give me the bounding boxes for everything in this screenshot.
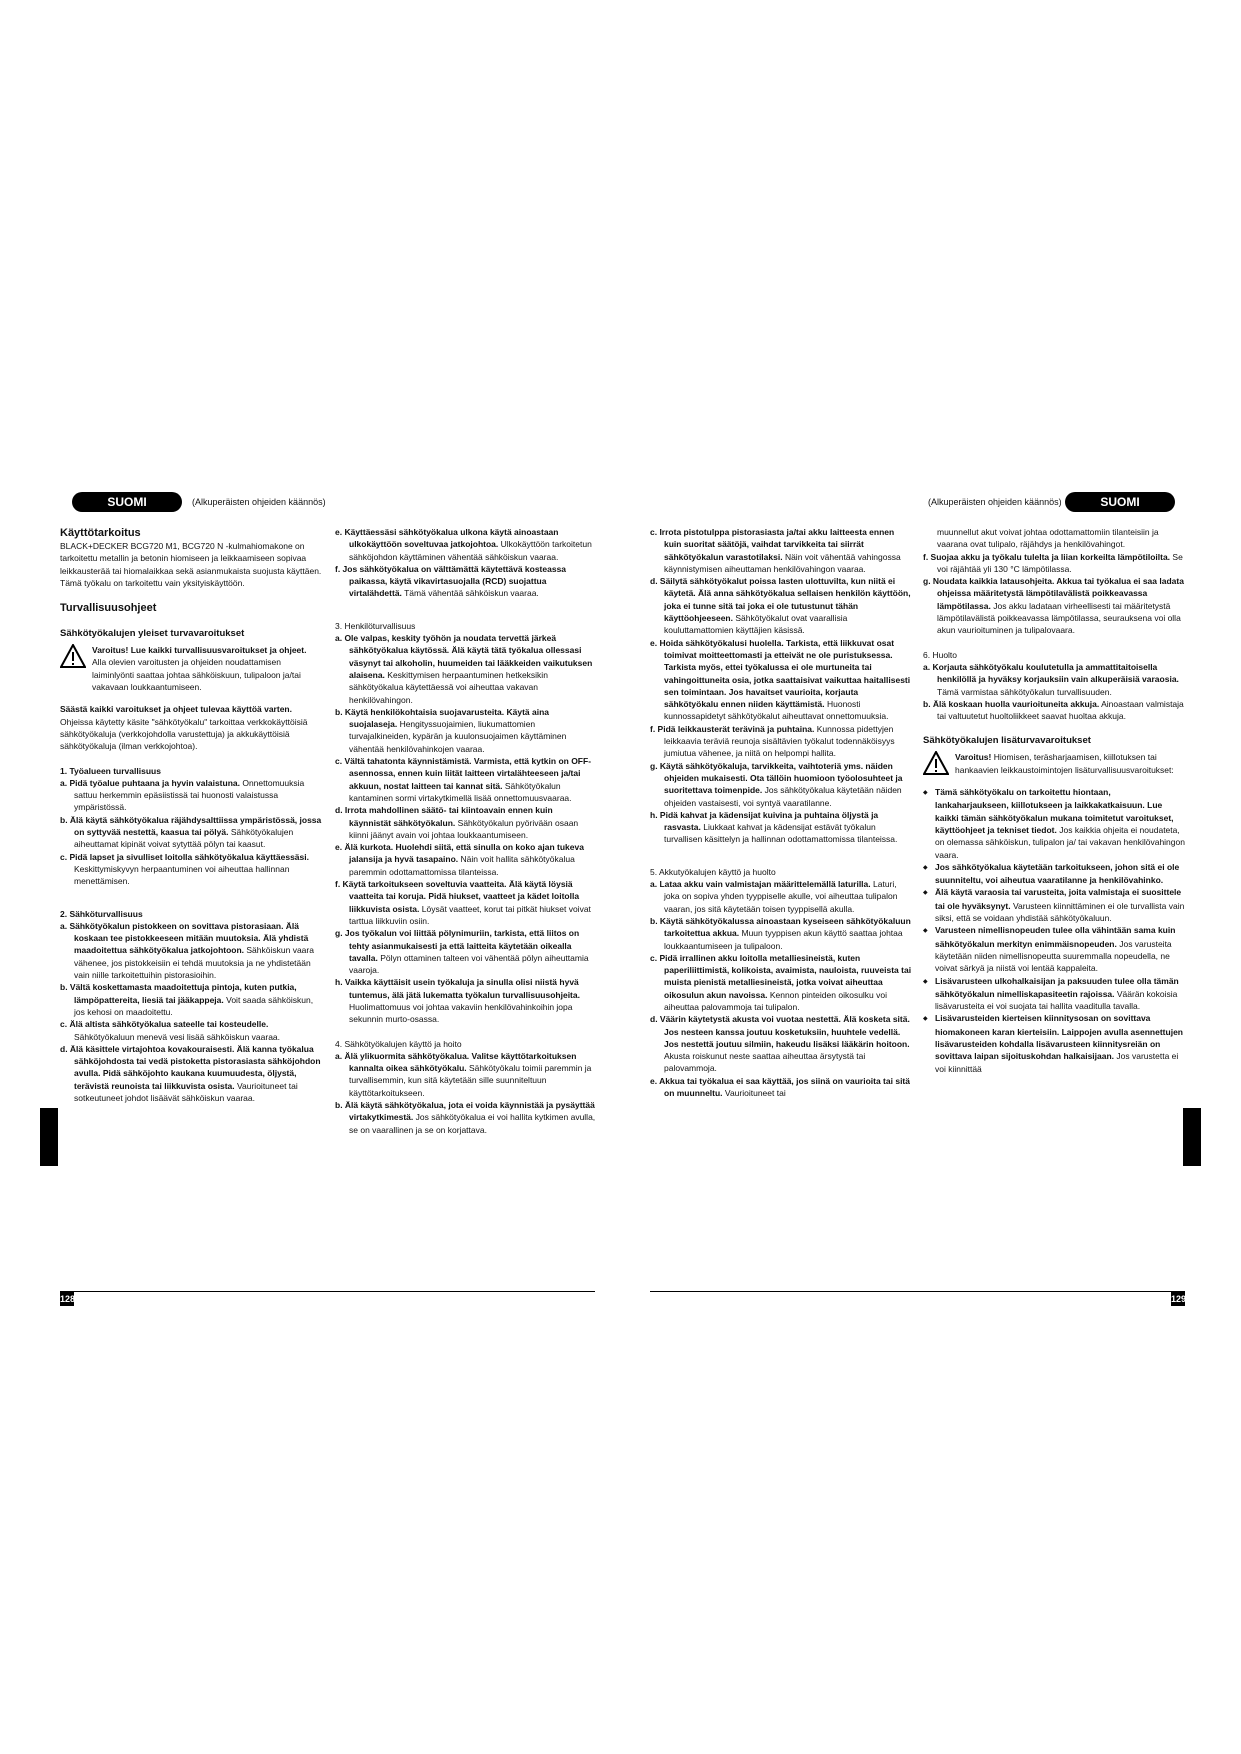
- warning-text: Varoitus! Lue kaikki turvallisuusvaroitukset ja ohjeet. Alla olevien varoitusten ja ohjeiden noudattamisen laiminlyönti saattaa johtaa sähköiskuun, tulipaloon ja/tai vakavaan loukkaantumiseen.: [92, 645, 307, 693]
- list-item: ◆ Jos sähkötyökalua käytetään tarkoitukseen, johon sitä ei ole suunniteltu, voi aiheutua vaaratilanne ja henkilövahinko.: [923, 861, 1185, 887]
- page-number-left: 128: [60, 1294, 76, 1304]
- list-item: g. Käytä sähkötyökaluja, tarvikkeita, vaihtoteriä yms. näiden ohjeiden mukaisesti. Ota tällöin huomioon työolosuhteet ja suoritettava toimenpide. Jos sähkötyökalua käytetään näiden ohjeiden vastaisesti, voi syntyä vaaratilanne.: [650, 760, 903, 808]
- list-item: ◆ Tämä sähkötyökalu on tarkoitettu hiontaan, lankaharjaukseen, kiillotukseen ja laikkakatkaisuun. Lue kaikki tämän sähkötyökalun mukana toimitetut varoitukset, käyttöohjeet ja tekniset tiedot. Jos kaikkia ohjeita ei noudateta, on olemassa sähköiskun, tulipalon ja/ tai vakavan henkilövahingon vaara.: [923, 786, 1185, 861]
- left-column-2: [335, 526, 597, 1136]
- section-work-area: 1. Työalueen turvallisuus: [60, 765, 161, 776]
- list-item: ◆ Lisävarusteen ulkohalkaisijan ja paksuuden tulee olla tämän sähkötyökalun nimelliskapasiteetin rajoissa. Väärän kokoisia lisävarusteita ei voi suojata tai hallita vaaditulla tavalla.: [923, 975, 1185, 1013]
- section-electrical: 2. Sähköturvallisuus: [60, 908, 143, 919]
- list-item: a. Korjauta sähkötyökalu koulutetulla ja ammattitaitoisella henkilöllä ja hyväksy korjauksiin vain alkuperäisiä varaosia. Tämä varmistaa sähkötyökalun turvallisuuden.: [923, 661, 1179, 697]
- list-item: c. Irrota pistotulppa pistorasiasta ja/tai akku laitteesta ennen kuin suoritat säätöjä, vaihdat tarvikkeita tai siirrät sähkötyökalun varastotilaksi. Näin voit vähentää vahingossa käynnistymisen aiheuttaman henkilövahingon vaaraa.: [650, 527, 901, 574]
- list-item: c. Pidä irrallinen akku loitolla metalliesineistä, kuten paperiliittimistä, kolikoista, avaimista, nauloista, ruuveista tai muista pienistä metalliesineistä, jotka voivat aiheuttaa oikosulun akun navoissa. Kennon pinteiden oikosulku voi aiheuttaa palovammoja tai tulipalon.: [650, 952, 912, 1012]
- list-item: d. Älä käsittele virtajohtoa kovakouraisesti. Älä kanna työkalua sähköjohdosta tai vedä pistoketta pistorasiasta sähköjohdon avulla. Pidä sähköjohto kaukana kuumuudesta, öljystä, terävistä reunoista tai liikkuvista osista. Vaurioituneet tai sotkeutuneet johdot lisäävät sähköiskun vaaraa.: [60, 1043, 321, 1103]
- warning-block: [60, 644, 322, 693]
- list-item: ◆ Varusteen nimellisnopeuden tulee olla vähintään sama kuin sähkötyökalun merkityn enimmäisnopeuden. Jos varusteita käytetään niiden nimellisnopeutta suuremmalla nopeudella, ne voivat särkyä ja niistä voi lentää kappaleita.: [923, 924, 1185, 974]
- right-page: [650, 492, 1187, 1304]
- list-item: b. Vältä koskettamasta maadoitettuja pintoja, kuten putkia, lämpöpattereita, liesiä tai jääkappeja. Voit saada sähköiskun, jos kehosi on maadoitettu.: [60, 982, 314, 1017]
- section-title-intended-use: Käyttötarkoitus: [60, 527, 141, 539]
- list-item: a. Älä ylikuormita sähkötyökalua. Valitse käyttötarkoituksen kannalta oikea sähkötyökalu. Sähkötyökalu toimii paremmin ja turvallisemmin, kun sitä käytetään sille suunniteltuun käyttötarkoitukseen.: [335, 1050, 592, 1098]
- warning-block: [923, 751, 1185, 776]
- list-item: g. Jos työkalun voi liittää pölynimuriin, tarkista, että liitos on tehty asianmukaisesti ja että laitteita käytetään oikealla tavalla. Pölyn ottaminen talteen voi vähentää pölyn aiheuttamia vaaroja.: [335, 928, 589, 976]
- warning-text: Varoitus! Hiomisen, teräsharjaamisen, kiillotuksen tai hankaavien leikkaustoimintojen lisäturvallisuusvaroitukset:: [955, 752, 1174, 775]
- list-item: f. Pidä leikkausterät terävinä ja puhtaina. Kunnossa pidettyjen leikkaavia teräviä reunoja sisältävien työkalut todennäköisyys jumiutua vähenee, ja niitä on helpompi hallita.: [650, 723, 895, 759]
- list-item: d. Väärin käytetystä akusta voi vuotaa nestettä. Älä kosketa sitä. Jos nesteen kanssa joutuu kosketuksiin, huuhtele vedellä. Jos nestettä joutuu silmiin, hakeudu lisäksi lääkärin hoitoon. Akusta roiskunut neste saattaa aiheuttaa ärsytystä tai palovammoja.: [650, 1014, 910, 1074]
- thumb-index-tab-right: [1183, 1108, 1201, 1166]
- section-service: 6. Huolto: [923, 649, 958, 660]
- language-tab: SUOMI: [72, 492, 182, 512]
- page-number-right: 129: [1171, 1294, 1187, 1304]
- list-item: b. Älä käytä sähkötyökalua räjähdysalttiissa ympäristössä, jossa on syttyvää nestettä, kaasua tai pölyä. Sähkötyökalujen aiheuttamat kipinät voivat sytyttää pölyn tai kaasut.: [60, 814, 322, 850]
- list-item: f. Suojaa akku ja työkalu tulelta ja liian korkeilta lämpötiloilta. Se voi räjähtää yli 130 °C lämpötilassa.: [923, 551, 1183, 574]
- section-title-safety: Turvallisuusohjeet: [60, 602, 157, 615]
- list-item: a. Pidä työalue puhtaana ja hyvin valaistuna. Onnettomuuksia sattuu herkemmin epäsiistissä tai huonosti valaistussa ympäristössä.: [60, 777, 305, 813]
- list-item: e. Hoida sähkötyökalusi huolella. Tarkista, että liikkuvat osat toimivat moitteettomasti ja etteivät ne ole puristuksessa. Tarkista myös, ettei työkalussa ei ole murtuneita tai vahingoittuneita osia, jotka saattaisivat vaikuttaa haitallisesti sen toimintaan. Jos havaitset vaurioita, korjauta sähkötyökalu ennen niiden käyttämistä. Huonosti kunnossapidetyt sähkötyökalut aiheuttavat onnettomuuksia.: [650, 637, 911, 722]
- intended-use-text: BLACK+DECKER BCG720 M1, BCG720 N -kulmahiomakone on tarkoitettu metallin ja betonin hiomiseen ja leikkaamiseen sopivaa leikkausterää tai hiomalaikkaa sekä asianmukaista suojusta käyttäen. Tämä työkalu on tarkoitettu vain yksityiskäyttöön.: [60, 541, 322, 588]
- list-item: e. Käyttäessäsi sähkötyökalua ulkona käytä ainoastaan ulkokäyttöön soveltuvaa jatkojohtoa. Ulkokäyttöön tarkoitetun sähköjohdon käyttäminen vähentää sähköiskun vaaraa.: [335, 527, 592, 562]
- subtitle-additional-warnings: Sähkötyökalujen lisäturvavaroitukset: [923, 735, 1091, 747]
- list-item: ◆ Älä käytä varaosia tai varusteita, joita valmistaja ei suosittele tai ole hyväksynyt. Varusteen kiinnittäminen ei ole turvallista vain siksi, että se voidaan yhdistää sähkötyökaluun.: [923, 886, 1185, 924]
- continued-text: muunnellut akut voivat johtaa odottamattomiin tilanteisiin ja vaarana ovat tulipalo, räjähdys ja henkilövahingot.: [937, 527, 1159, 550]
- subtitle-general-warnings: Sähkötyökalujen yleiset turvavaroitukset: [60, 628, 245, 640]
- thumb-index-tab-left: [40, 1108, 58, 1166]
- language-tab: SUOMI: [1065, 492, 1175, 512]
- list-item: b. Käytä sähkötyökalussa ainoastaan kyseiseen sähkötyökaluun tarkoitettua akkua. Muun tyyppisen akun käyttö saattaa johtaa loukkaantumiseen ja tulipaloon.: [650, 915, 911, 951]
- list-item: b. Älä koskaan huolla vaurioituneita akkuja. Ainoastaan valmistaja tai valtuutetut huoltoliikkeet saavat huoltaa akkuja.: [923, 698, 1184, 722]
- list-item: d. Säilytä sähkötyökalut poissa lasten ulottuvilta, kun niitä ei käytetä. Älä anna sähkötyökalua sellaisen henkilön käyttöön, joka ei tunne sitä tai joka ei ole tutustunut tähän käyttöohjeeseen. Sähkötyökalut ovat vaarallisia kouluttamattomien käyttäjien käsissä.: [650, 576, 911, 636]
- list-item: h. Vaikka käyttäisit usein työkaluja ja sinulla olisi niistä hyvä tuntemus, älä jätä lukematta työkalun turvallisuusohjeita. Huolimattomuus voi johtaa vakaviin henkilövahinkoihin jopa sekunnin murto-osassa.: [335, 977, 580, 1025]
- right-column-1: [650, 526, 912, 1099]
- list-item: g. Noudata kaikkia latausohjeita. Akkua tai työkalua ei saa ladata ohjeissa määritetystä lämpötilavälistä poikkeavassa lämpötilassa. Jos akku ladataan virheellisesti tai määritetystä lämpötilavälistä poikkeavassa lämpötilassa, seurauksena voi olla akun vaurioituminen ja tulipalovaara.: [923, 576, 1184, 636]
- list-item: c. Älä altista sähkötyökalua sateelle tai kosteudelle. Sähkötyökaluun menevä vesi lisää sähköiskun vaaraa.: [60, 1019, 281, 1042]
- list-item: h. Pidä kahvat ja kädensijat kuivina ja puhtaina öljystä ja rasvasta. Liukkaat kahvat ja kädensijat estävät työkalun turvallisen käsittelyn ja hallinnan odottamattomissa tilanteissa.: [650, 809, 898, 845]
- list-item: b. Älä käytä sähkötyökalua, jota ei voida käynnistää ja pysäyttää virtakytkimestä. Jos sähkötyökalua ei voi hallita kytkimen avulla, se on vaarallinen ja se on korjattava.: [335, 1100, 596, 1135]
- list-item: f. Jos sähkötyökalua on välttämättä käytettävä kosteassa paikassa, käytä vikavirtasuojalla (RCD) suojattua virtalähdettä. Tämä vähentää sähköiskun vaaraa.: [335, 563, 567, 599]
- list-item: a. Ole valpas, keskity työhön ja noudata tervettä järkeä sähkötyökalua käytössä. Älä käytä tätä työkalua ollessasi väsynyt tai alkoholin, huumeiden tai lääkkeiden vaikutuksen alaisena. Keskittymisen herpaantuminen hetkeksikin sähkötyökalua käytettäessä voi aiheuttaa vakavan henkilövahingon.: [335, 633, 593, 705]
- list-item: a. Sähkötyökalun pistokkeen on sovittava pistorasiaan. Älä koskaan tee pistokkeeseen mitään muutoksia. Älä yhdistä maadoitettua sähkötyökalua jatkojohtoon. Sähköiskun vaara vähenee, jos pistokkeisiin ei tehdä muutoksia ja ne yhdistetään vain niille tarkoitettuihin pistorasioihin.: [60, 920, 314, 981]
- warning-triangle-icon: [923, 751, 949, 775]
- list-item: e. Älä kurkota. Huolehdi siitä, että sinulla on koko ajan tukeva jalansija ja hyvä tasapaino. Näin voit hallita sähkötyökalua paremmin odottamattomissa tilanteissa.: [335, 842, 584, 877]
- section-tool-use: 4. Sähkötyökalujen käyttö ja hoito: [335, 1038, 462, 1049]
- section-personal-safety: 3. Henkilöturvallisuus: [335, 620, 416, 631]
- list-item: a. Lataa akku vain valmistajan määrittelemällä laturilla. Laturi, joka on sopiva yhden tyyppiselle akulle, voi aiheuttaa tulipalon vaaran, jos sitä käytetään toisen tyyppisellä akulla.: [650, 879, 898, 914]
- footer-rule: [60, 1291, 595, 1292]
- list-item: e. Akkua tai työkalua ei saa käyttää, jos siinä on vaurioita tai sitä on muunneltu. Vaurioituneet tai: [650, 1075, 910, 1099]
- list-item: b. Käytä henkilökohtaisia suojavarusteita. Käytä aina suojalaseja. Hengityssuojaimien, liukumattomien turvajalkineiden, kypärän ja kuulonsuojaimen käyttäminen vähentää henkilövahinkojen vaaraa.: [335, 706, 567, 754]
- left-column-1: [60, 526, 322, 1104]
- left-page: [60, 492, 596, 1304]
- list-item: ◆ Lisävarusteiden kierteisen kiinnitysosan on sovittava hiomakoneen karan kierteisiin. Laippojen avulla asennettujen lisävarusteiden kohdalla lisävarusteen kiinnitysreiän on sovittava laipan sijoituskohdan halkaisijaan. Jos varustetta ei voi kiinnittää: [923, 1012, 1185, 1074]
- translation-note: (Alkuperäisten ohjeiden käännös): [928, 497, 1062, 507]
- list-item: c. Pidä lapset ja sivulliset loitolla sähkötyökalua käyttäessäsi. Keskittymiskyvyn herpaantuminen voi aiheuttaa hallinnan menettämisen.: [60, 851, 309, 887]
- right-column-2: [923, 526, 1185, 1075]
- list-item: c. Vältä tahatonta käynnistämistä. Varmista, että kytkin on OFF-asennossa, ennen kuin liität laitteen virtalähteeseen ja/tai akkuun, nostat laitteen tai kannat sitä. Sähkötyökalun kantaminen sormi virtakytkimellä lisää onnettomuusvaaraa.: [335, 756, 592, 803]
- footer-rule: [650, 1291, 1185, 1292]
- list-item: d. Irrota mahdollinen säätö- tai kiintoavain ennen kuin käynnistät sähkötyökalun. Sähkötyökalun pyörivään osaan kiinni jäänyt avain voi johtaa loukkaantumiseen.: [335, 805, 579, 840]
- warning-triangle-icon: [60, 644, 86, 668]
- section-battery-tools: 5. Akkutyökalujen käyttö ja huolto: [650, 866, 776, 877]
- translation-note: (Alkuperäisten ohjeiden käännös): [192, 497, 326, 507]
- list-item: f. Käytä tarkoitukseen soveltuvia vaatteita. Älä käytä löysiä vaatteita tai koruja. Pidä hiukset, vaatteet ja kädet loitolla liikkuvista osista. Löysät vaatteet, korut tai pitkät hiukset voivat tarttua liikkuviin osiin.: [335, 879, 591, 926]
- save-instructions: Säästä kaikki varoitukset ja ohjeet tulevaa käyttöä varten. Ohjeissa käytetty käsite "sähkötyökalu" tarkoittaa verkkokäyttöisiä sähkötyökaluja (verkkojohdolla varustettuja) ja akkukäyttöisiä sähkötyökaluja (ilman verkkojohtoa).: [60, 704, 308, 752]
